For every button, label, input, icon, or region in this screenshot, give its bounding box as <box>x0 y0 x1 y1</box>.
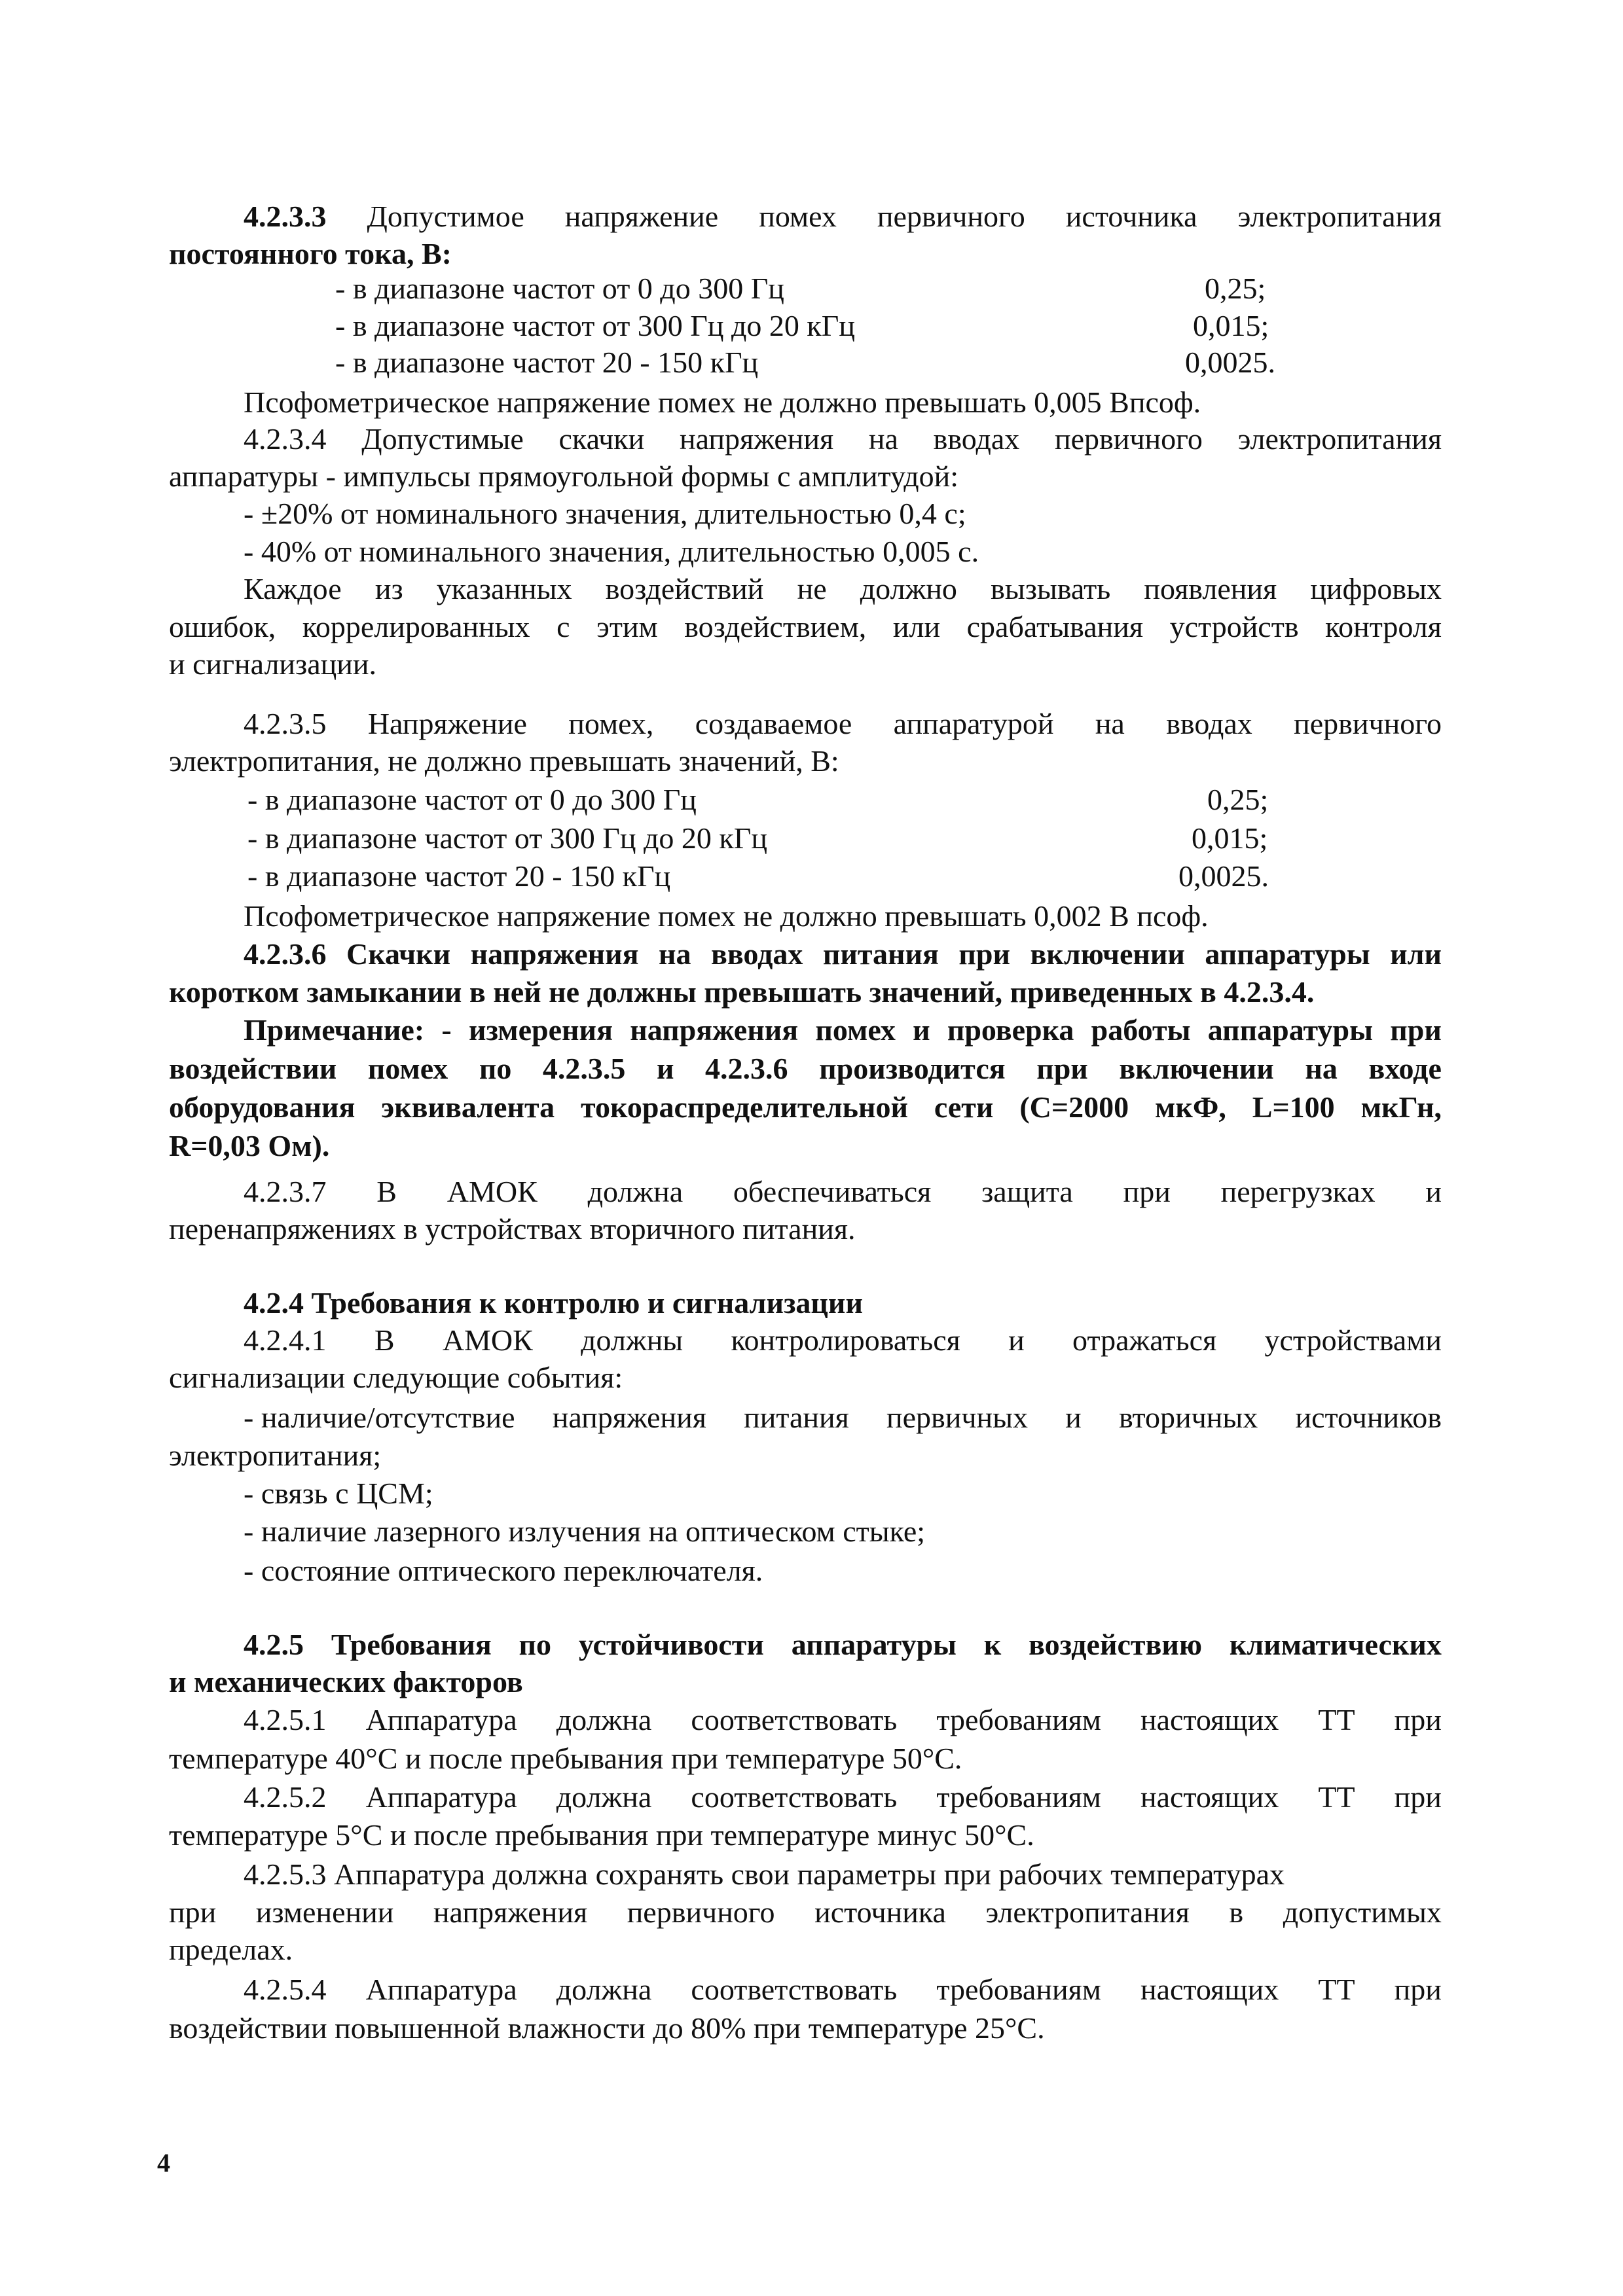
s4251-line1 <box>244 1702 1442 1738</box>
s4252-line2: температуре 5°С и после пребывания при температуре минус 50°С. <box>169 1818 1034 1852</box>
s4233-range-3 <box>335 344 1278 381</box>
s4237-line2: перенапряжениях в устройствах вторичного питания. <box>169 1212 856 1246</box>
word: электропитания <box>1237 200 1442 233</box>
word: требованиям <box>936 1703 1101 1736</box>
word: Аппаратура <box>365 1703 517 1736</box>
word: указанных <box>436 572 572 605</box>
word: L=100 <box>1252 1090 1335 1124</box>
word: при <box>169 1895 217 1929</box>
word: токораспределительной <box>581 1090 908 1124</box>
s4233-range-1 <box>335 270 1278 307</box>
word: Скачки <box>346 937 451 971</box>
s424-line2: сигнализации следующие события: <box>169 1361 623 1394</box>
range-label: - в диапазоне частот 20 - 150 кГц <box>335 346 759 379</box>
word: 4.2.5.2 <box>244 1780 327 1814</box>
word: аппаратурой <box>893 707 1054 740</box>
word: источника <box>814 1895 946 1929</box>
word: контроля <box>1325 610 1442 643</box>
word: напряжения <box>433 1895 588 1929</box>
word: климатических <box>1229 1628 1442 1661</box>
word: на <box>1095 707 1125 740</box>
word: отражаться <box>1072 1323 1217 1357</box>
word: Допустимые <box>361 422 524 456</box>
word: при <box>1123 1175 1171 1208</box>
word: или <box>892 610 941 643</box>
word: настоящих <box>1140 1780 1279 1814</box>
s4253-line3: пределах. <box>169 1933 293 1966</box>
word: 4.2.4.1 <box>244 1323 327 1357</box>
word: 4.2.3.5 <box>244 707 327 740</box>
word: при <box>958 937 1010 971</box>
word: из <box>374 572 403 605</box>
word: аппаратуры <box>1207 1013 1374 1047</box>
word: не <box>797 572 827 605</box>
s4234-line4: - 40% от номинального значения, длительностью 0,005 с. <box>244 535 979 568</box>
word: Допустимое <box>367 200 524 233</box>
word: при <box>1394 1780 1442 1814</box>
range-value: 0,0025. <box>1178 859 1269 893</box>
word: включении <box>1119 1052 1274 1085</box>
word: эквивалента <box>381 1090 555 1124</box>
s4252-line1 <box>244 1779 1442 1816</box>
word: настоящих <box>1140 1973 1279 2006</box>
word: напряжения <box>552 1401 706 1434</box>
word: должны <box>581 1323 684 1357</box>
word: 4.2.3.6 <box>705 1052 788 1085</box>
word: источника <box>1065 200 1197 233</box>
word: проверка <box>947 1013 1074 1047</box>
word: вводах <box>933 422 1020 456</box>
s424-line6: - наличие лазерного излучения на оптическом стыке; <box>244 1515 926 1548</box>
s4237-line1 <box>244 1174 1442 1210</box>
word: Примечание: <box>244 1013 425 1047</box>
word: контролироваться <box>731 1323 960 1357</box>
word: 4.2.3.5 <box>542 1052 626 1085</box>
s424-line3 <box>244 1399 1442 1436</box>
note-line4: R=0,03 Ом). <box>169 1129 330 1162</box>
range-label: - в диапазоне частот от 300 Гц до 20 кГц <box>247 821 767 855</box>
s4233-range-2 <box>335 308 1278 344</box>
s4233-psof: Псофометрическое напряжение помех не должно превышать 0,005 Впсоф. <box>244 386 1201 419</box>
word: и <box>1065 1401 1082 1434</box>
word: воздействий <box>605 572 764 605</box>
word: аппаратуры <box>1205 937 1370 971</box>
word: первичных <box>886 1401 1029 1434</box>
range-label: - в диапазоне частот от 0 до 300 Гц <box>335 272 784 305</box>
word: АМОК <box>442 1323 533 1357</box>
word: ТТ <box>1318 1973 1355 2006</box>
word: и <box>1425 1175 1442 1208</box>
word: при <box>1394 1973 1442 2006</box>
word: соответствовать <box>691 1973 898 2006</box>
s4234-line2: аппаратуры - импульсы прямоугольной формы с амплитудой: <box>169 459 959 493</box>
word: 4.2.5 <box>244 1628 304 1661</box>
word: помех <box>759 200 837 233</box>
word: цифровых <box>1310 572 1442 605</box>
s4236-line1 <box>244 936 1442 973</box>
word: требованиям <box>936 1780 1101 1814</box>
word: и <box>656 1052 674 1085</box>
word: - наличие/отсутствие <box>244 1401 515 1434</box>
word: к <box>983 1628 1002 1661</box>
word: должно <box>860 572 957 605</box>
word: измерения <box>468 1013 613 1047</box>
word: изменении <box>255 1895 394 1929</box>
s4235-line1 <box>244 706 1442 742</box>
word: Аппаратура <box>365 1973 517 2006</box>
word: оборудования <box>169 1090 356 1124</box>
word: допустимых <box>1283 1895 1442 1929</box>
word: напряжения <box>470 937 639 971</box>
word: 4.2.5.4 <box>244 1973 327 2006</box>
word: источников <box>1295 1401 1442 1434</box>
word: вводах <box>1166 707 1252 740</box>
word: В <box>376 1175 397 1208</box>
word: коррелированных <box>302 610 530 643</box>
word: срабатывания <box>966 610 1144 643</box>
s4254-line2: воздействии повышенной влажности до 80% при температуре 25°С. <box>169 2011 1045 2045</box>
note-line3 <box>169 1089 1442 1126</box>
word: 4.2.3.7 <box>244 1175 327 1208</box>
word: питания <box>744 1401 849 1434</box>
word: по <box>519 1628 552 1661</box>
s4253-line2 <box>169 1894 1442 1931</box>
word: помех <box>367 1052 448 1085</box>
word: В <box>374 1323 395 1357</box>
s4251-line2: температуре 40°С и после пребывания при температуре 50°С. <box>169 1742 962 1775</box>
page-number: 4 <box>157 2148 170 2178</box>
word: напряжение <box>564 200 719 233</box>
word: воздействием, <box>684 610 867 643</box>
word: - <box>441 1013 452 1047</box>
word: требованиям <box>936 1973 1101 2006</box>
word: Требования <box>331 1628 492 1661</box>
s4254-line1 <box>244 1971 1442 2008</box>
range-value: 0,25; <box>1207 783 1269 816</box>
word: устройствами <box>1264 1323 1442 1357</box>
word: 4.2.3.6 <box>244 937 327 971</box>
section-425-heading-line1 <box>244 1626 1442 1663</box>
word: или <box>1390 937 1442 971</box>
s424-line7: - состояние оптического переключателя. <box>244 1554 763 1587</box>
range-value: 0,0025. <box>1185 346 1275 379</box>
word: при <box>1036 1052 1088 1085</box>
word: помех, <box>568 707 654 740</box>
word: электропитания <box>1237 422 1442 456</box>
word: перегрузках <box>1220 1175 1376 1208</box>
word: мкФ, <box>1155 1090 1226 1124</box>
word: Каждое <box>244 572 342 605</box>
note-line1 <box>244 1012 1442 1049</box>
s4235-range-2 <box>247 820 1295 857</box>
word: 4.2.5.1 <box>244 1703 327 1736</box>
s4253-line1: 4.2.5.3 Аппаратура должна сохранять свои параметры при рабочих температурах <box>244 1857 1285 1891</box>
word: 4.2.3.4 <box>244 422 327 456</box>
word: должна <box>587 1175 684 1208</box>
word: первичного <box>1055 422 1203 456</box>
word: первичного <box>877 200 1025 233</box>
word: (С=2000 <box>1019 1090 1129 1124</box>
s4236-line2: коротком замыкании в ней не должны превышать значений, приведенных в 4.2.3.4. <box>169 975 1315 1009</box>
word: сети <box>934 1090 994 1124</box>
word: вводах <box>711 937 803 971</box>
s4235-range-1 <box>247 781 1295 818</box>
word: должна <box>556 1703 652 1736</box>
word: включении <box>1030 937 1185 971</box>
word: ошибок, <box>169 610 276 643</box>
word: и <box>913 1013 930 1047</box>
s4233-num: 4.2.3.3 <box>244 200 327 233</box>
range-label: - в диапазоне частот от 300 Гц до 20 кГц <box>335 309 855 342</box>
word: должна <box>556 1780 652 1814</box>
s4233-line2: постоянного тока, В: <box>169 237 452 270</box>
word: устройств <box>1169 610 1299 643</box>
word: скачки <box>558 422 645 456</box>
word: должна <box>556 1973 652 2006</box>
word: обеспечиваться <box>733 1175 932 1208</box>
word: напряжения <box>679 422 834 456</box>
word: первичного <box>627 1895 775 1929</box>
word: вторичных <box>1118 1401 1258 1434</box>
word: по <box>479 1052 512 1085</box>
range-value: 0,015; <box>1192 821 1268 855</box>
word: создаваемое <box>695 707 852 740</box>
word: Напряжение <box>367 707 527 740</box>
s424-line1 <box>244 1322 1442 1359</box>
range-value: 0,25; <box>1205 272 1266 305</box>
word: производится <box>819 1052 1006 1085</box>
word: воздействию <box>1029 1628 1202 1661</box>
word: соответствовать <box>691 1780 898 1814</box>
word: помех <box>815 1013 896 1047</box>
s4235-psof: Псофометрическое напряжение помех не должно превышать 0,002 В псоф. <box>244 899 1209 933</box>
note-line2 <box>169 1050 1442 1087</box>
range-value: 0,015; <box>1193 309 1269 342</box>
s4234-line3: - ±20% от номинального значения, длительностью 0,4 с; <box>244 497 966 530</box>
word: АМОК <box>447 1175 538 1208</box>
word: ТТ <box>1318 1780 1355 1814</box>
range-label: - в диапазоне частот от 0 до 300 Гц <box>247 783 697 816</box>
word: входе <box>1368 1052 1442 1085</box>
word: на <box>1305 1052 1338 1085</box>
word: мкГн, <box>1360 1090 1442 1124</box>
word: настоящих <box>1140 1703 1279 1736</box>
s4234-line5 <box>244 571 1442 607</box>
word: с <box>556 610 570 643</box>
s4233-line1 <box>244 198 1442 235</box>
s4234-line1 <box>244 421 1442 457</box>
word: при <box>1394 1703 1442 1736</box>
word: работы <box>1091 1013 1191 1047</box>
s424-line5: - связь с ЦСМ; <box>244 1477 433 1510</box>
section-425-heading-line2: и механических факторов <box>169 1665 523 1698</box>
word: появления <box>1144 572 1277 605</box>
word: электропитания <box>985 1895 1190 1929</box>
word: защита <box>981 1175 1073 1208</box>
word: воздействии <box>169 1052 337 1085</box>
range-label: - в диапазоне частот 20 - 150 кГц <box>247 859 671 893</box>
word: на <box>868 422 898 456</box>
word: первичного <box>1294 707 1442 740</box>
s4235-line2: электропитания, не должно превышать значений, В: <box>169 744 839 778</box>
s4234-line6 <box>169 609 1442 645</box>
word: на <box>659 937 691 971</box>
word: питания <box>822 937 939 971</box>
s4235-range-3 <box>247 858 1295 895</box>
word: напряжения <box>630 1013 799 1047</box>
word: в <box>1229 1895 1244 1929</box>
word: и <box>1008 1323 1025 1357</box>
word: устойчивости <box>578 1628 764 1661</box>
word: соответствовать <box>691 1703 898 1736</box>
word: вызывать <box>991 572 1111 605</box>
s4234-line7: и сигнализации. <box>169 647 376 681</box>
word: ТТ <box>1318 1703 1355 1736</box>
word: Аппаратура <box>365 1780 517 1814</box>
word: при <box>1390 1013 1442 1047</box>
word: этим <box>596 610 658 643</box>
s424-line4: электропитания; <box>169 1439 382 1472</box>
word: аппаратуры <box>791 1628 957 1661</box>
section-424-heading: 4.2.4 Требования к контролю и сигнализации <box>244 1286 863 1319</box>
